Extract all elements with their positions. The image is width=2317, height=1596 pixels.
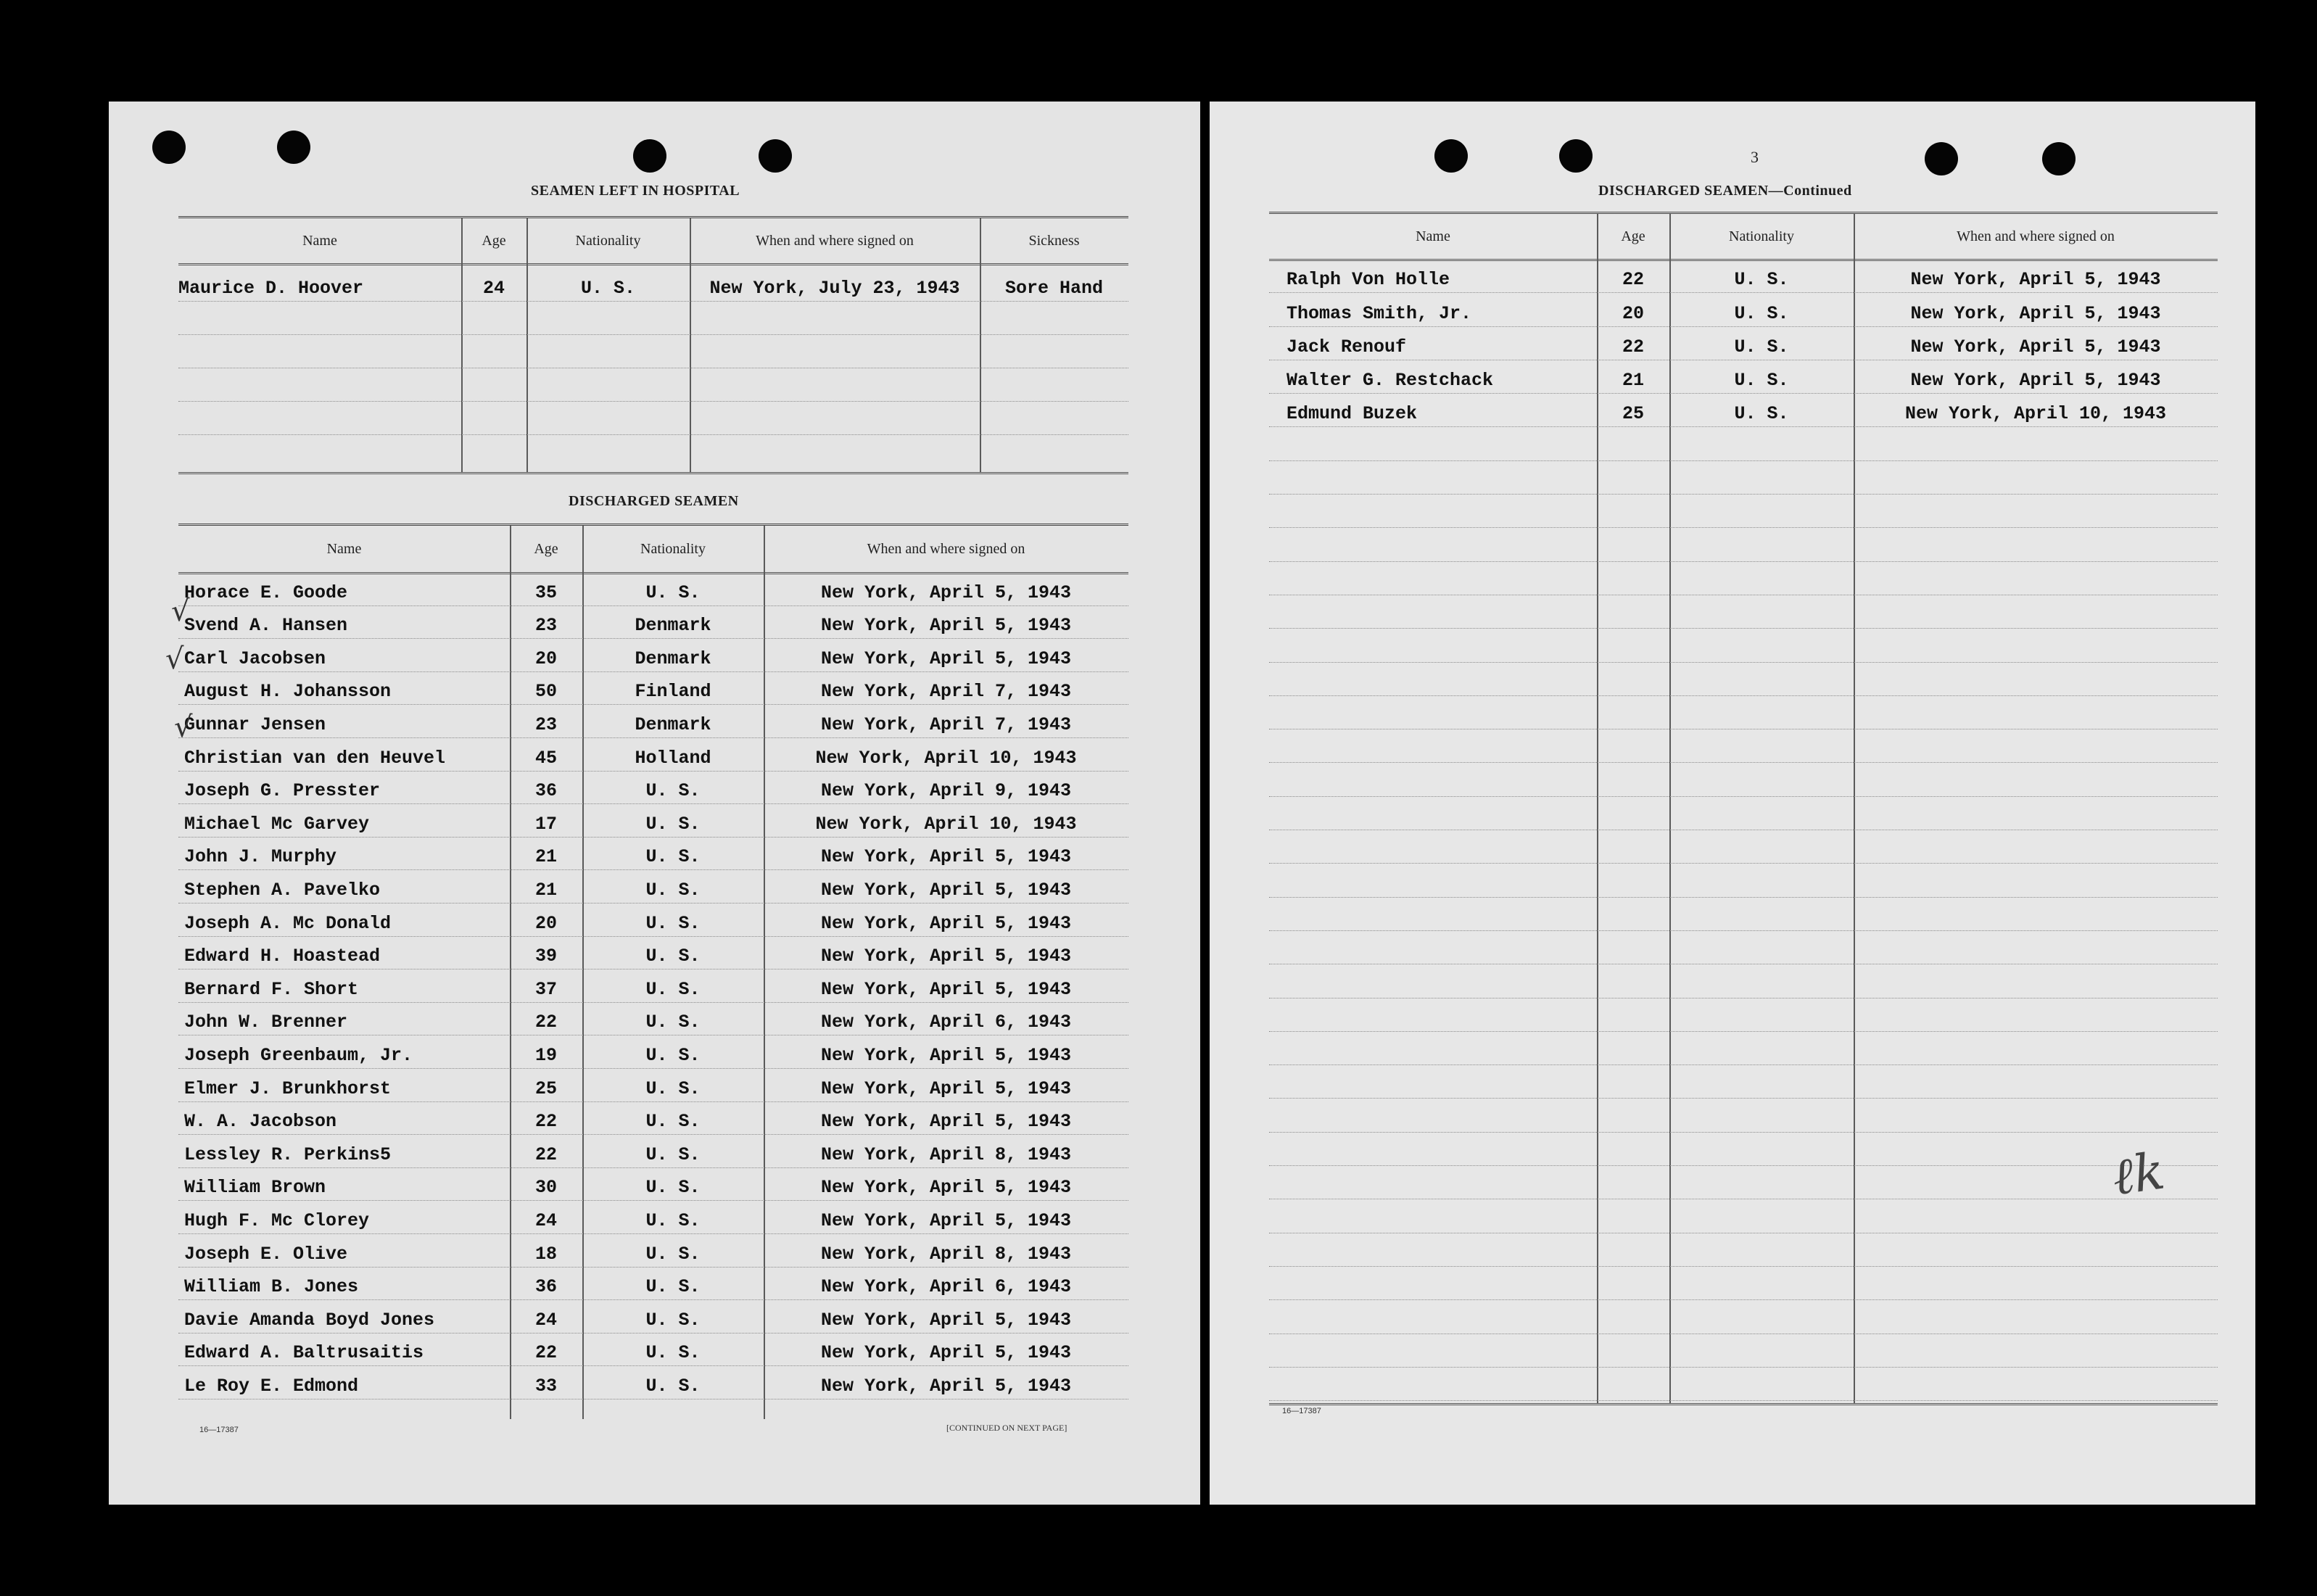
seaman-nationality: U. S. <box>645 946 701 967</box>
seaman-age: 22 <box>1622 269 1644 291</box>
header-name: Name <box>326 540 362 557</box>
empty-row <box>1269 998 2218 1032</box>
seaman-age: 17 <box>534 813 557 835</box>
seaman-nationality: U. S. <box>1734 336 1789 357</box>
table-row <box>178 1068 1128 1102</box>
seaman-age: 23 <box>534 615 557 637</box>
seaman-signed-on: New York, April 5, 1943 <box>820 1111 1072 1133</box>
seaman-nationality: U. S. <box>645 1243 701 1265</box>
empty-row <box>1269 1099 2218 1133</box>
seaman-nationality: U. S. <box>580 278 635 299</box>
handwritten-initials: ℓk <box>2108 1141 2168 1207</box>
table-row <box>178 263 1128 302</box>
seaman-name: Maurice D. Hoover <box>178 278 364 299</box>
seaman-nationality: Denmark <box>635 714 711 735</box>
punch-hole <box>633 139 666 173</box>
seaman-name: Davie Amanda Boyd Jones <box>184 1309 435 1331</box>
seaman-name: Edward H. Hoastead <box>184 946 381 967</box>
table-row <box>178 1002 1128 1036</box>
empty-row <box>1269 897 2218 931</box>
empty-row <box>1269 460 2218 495</box>
header-sickness: Sickness <box>1028 232 1080 249</box>
seaman-signed-on: New York, April 5, 1943 <box>1910 336 2161 357</box>
header-nationality: Nationality <box>575 232 641 249</box>
seaman-signed-on: New York, April 5, 1943 <box>1910 302 2161 324</box>
punch-hole <box>1434 139 1468 173</box>
seaman-age: 22 <box>534 1144 557 1165</box>
seaman-nationality: U. S. <box>645 912 701 934</box>
table-row <box>178 1167 1128 1202</box>
seaman-age: 24 <box>482 278 505 299</box>
table-row <box>178 771 1128 805</box>
empty-row <box>1269 1299 2218 1334</box>
empty-row <box>178 368 1128 402</box>
table-row <box>178 737 1128 772</box>
seaman-age: 20 <box>534 648 557 669</box>
seaman-signed-on: New York, April 5, 1943 <box>820 1078 1072 1099</box>
empty-row <box>1269 1165 2218 1199</box>
seaman-sickness: Sore Hand <box>1004 278 1104 299</box>
header-signed-on: When and where signed on <box>867 540 1025 557</box>
seaman-signed-on: New York, April 10, 1943 <box>815 813 1077 835</box>
left-page <box>109 102 1200 1505</box>
seaman-signed-on: New York, April 5, 1943 <box>820 582 1072 603</box>
seaman-age: 33 <box>534 1375 557 1397</box>
table-row <box>178 1101 1128 1136</box>
continued-table-header <box>1269 214 2218 261</box>
table-row <box>178 1134 1128 1168</box>
seaman-signed-on: New York, April 5, 1943 <box>820 978 1072 1000</box>
seaman-age: 22 <box>534 1111 557 1133</box>
table-row <box>178 969 1128 1003</box>
seaman-name: Jack Renouf <box>1286 336 1407 357</box>
seaman-age: 50 <box>534 681 557 703</box>
seaman-name: Stephen A. Pavelko <box>184 879 381 901</box>
seaman-age: 20 <box>1622 302 1644 324</box>
seaman-signed-on: New York, April 5, 1943 <box>820 879 1072 901</box>
seaman-name: August H. Johansson <box>184 681 392 703</box>
table-row <box>178 572 1128 606</box>
seaman-nationality: U. S. <box>1734 302 1789 324</box>
seaman-signed-on: New York, July 23, 1943 <box>709 278 960 299</box>
seaman-nationality: U. S. <box>1734 403 1789 425</box>
seaman-name: John W. Brenner <box>184 1012 348 1033</box>
seaman-name: Joseph G. Presster <box>184 780 381 802</box>
seaman-name: Walter G. Restchack <box>1286 370 1494 392</box>
table-row <box>178 605 1128 640</box>
seaman-nationality: Denmark <box>635 648 711 669</box>
discharged-section-title: DISCHARGED SEAMEN <box>569 493 739 509</box>
punch-hole <box>152 131 186 164</box>
discharged-table <box>178 524 1128 1419</box>
seaman-nationality: U. S. <box>645 1210 701 1231</box>
seaman-age: 39 <box>534 946 557 967</box>
header-name: Name <box>302 232 337 249</box>
seaman-nationality: U. S. <box>645 780 701 802</box>
hospital-section-title: SEAMEN LEFT IN HOSPITAL <box>531 183 740 199</box>
form-number: 16—17387 <box>199 1426 239 1434</box>
empty-row <box>1269 1031 2218 1065</box>
header-nationality: Nationality <box>1729 228 1794 244</box>
seaman-name: William Brown <box>184 1177 326 1199</box>
seaman-signed-on: New York, April 10, 1943 <box>1904 403 2167 425</box>
header-age: Age <box>1621 228 1645 244</box>
continued-section-title: DISCHARGED SEAMEN—Continued <box>1598 183 1852 199</box>
table-row <box>178 1200 1128 1234</box>
table-row <box>1269 326 2218 360</box>
table-row <box>1269 292 2218 326</box>
punch-hole <box>277 131 310 164</box>
seaman-nationality: U. S. <box>645 1044 701 1066</box>
seaman-age: 36 <box>534 1276 557 1298</box>
check-mark: √ <box>171 595 190 628</box>
seaman-signed-on: New York, April 8, 1943 <box>820 1243 1072 1265</box>
seaman-name: Edmund Buzek <box>1286 403 1418 425</box>
seaman-signed-on: New York, April 8, 1943 <box>820 1144 1072 1165</box>
seaman-age: 20 <box>534 912 557 934</box>
seaman-age: 23 <box>534 714 557 735</box>
seaman-signed-on: New York, April 5, 1943 <box>820 1177 1072 1199</box>
seaman-name: Joseph A. Mc Donald <box>184 912 392 934</box>
seaman-age: 18 <box>534 1243 557 1265</box>
punch-hole <box>2042 142 2076 175</box>
seaman-age: 24 <box>534 1210 557 1231</box>
seaman-nationality: U. S. <box>645 1144 701 1165</box>
seaman-nationality: Denmark <box>635 615 711 637</box>
table-row <box>1269 259 2218 293</box>
seaman-signed-on: New York, April 7, 1943 <box>820 714 1072 735</box>
empty-row <box>1269 1064 2218 1099</box>
table-row <box>178 704 1128 738</box>
table-row <box>178 1267 1128 1301</box>
table-row <box>178 1299 1128 1334</box>
seaman-age: 24 <box>534 1309 557 1331</box>
seaman-nationality: U. S. <box>645 1012 701 1033</box>
check-mark: √ <box>165 642 184 676</box>
empty-row <box>1269 662 2218 696</box>
empty-row <box>178 301 1128 335</box>
seaman-name: Christian van den Heuvel <box>184 747 446 769</box>
empty-row <box>1269 863 2218 897</box>
seaman-age: 45 <box>534 747 557 769</box>
page-number: 3 <box>1751 148 1759 166</box>
header-signed-on: When and where signed on <box>756 232 914 249</box>
seaman-age: 22 <box>1622 336 1644 357</box>
seaman-nationality: U. S. <box>645 1177 701 1199</box>
table-row <box>1269 360 2218 394</box>
header-age: Age <box>534 540 558 557</box>
seaman-name: Lessley R. Perkins5 <box>184 1144 392 1165</box>
table-row <box>178 803 1128 838</box>
seaman-signed-on: New York, April 5, 1943 <box>820 946 1072 967</box>
seaman-signed-on: New York, April 5, 1943 <box>820 1044 1072 1066</box>
seaman-nationality: U. S. <box>645 879 701 901</box>
seaman-name: Michael Mc Garvey <box>184 813 370 835</box>
empty-row <box>1269 930 2218 964</box>
seaman-age: 22 <box>534 1342 557 1364</box>
seaman-age: 21 <box>534 846 557 868</box>
seaman-age: 25 <box>534 1078 557 1099</box>
punch-hole <box>1559 139 1593 173</box>
table-row <box>178 1333 1128 1367</box>
empty-row <box>1269 1233 2218 1267</box>
seaman-signed-on: New York, April 5, 1943 <box>820 1309 1072 1331</box>
seaman-signed-on: New York, April 5, 1943 <box>820 1210 1072 1231</box>
empty-row <box>1269 964 2218 998</box>
seaman-name: Horace E. Goode <box>184 582 348 603</box>
header-age: Age <box>482 232 506 249</box>
continued-table <box>1269 212 2218 1405</box>
right-page <box>1210 102 2255 1505</box>
seaman-nationality: U. S. <box>645 1276 701 1298</box>
table-row <box>178 837 1128 871</box>
seaman-nationality: U. S. <box>645 1111 701 1133</box>
seaman-signed-on: New York, April 5, 1943 <box>820 648 1072 669</box>
empty-row <box>1269 695 2218 729</box>
hospital-table <box>178 216 1128 474</box>
seaman-name: John J. Murphy <box>184 846 337 868</box>
empty-row <box>178 334 1128 368</box>
empty-row <box>1269 628 2218 662</box>
seaman-signed-on: New York, April 5, 1943 <box>820 1342 1072 1364</box>
seaman-nationality: U. S. <box>645 846 701 868</box>
table-row <box>178 869 1128 904</box>
empty-row <box>1269 763 2218 797</box>
empty-row <box>1269 561 2218 595</box>
seaman-nationality: U. S. <box>645 582 701 603</box>
check-mark: √ <box>174 711 193 744</box>
seaman-name: Elmer J. Brunkhorst <box>184 1078 392 1099</box>
seaman-nationality: U. S. <box>645 1342 701 1364</box>
empty-row <box>1269 1266 2218 1300</box>
seaman-signed-on: New York, April 5, 1943 <box>820 912 1072 934</box>
empty-row <box>1269 830 2218 864</box>
continued-note: [CONTINUED ON NEXT PAGE] <box>946 1423 1067 1433</box>
empty-row <box>1269 494 2218 528</box>
seaman-age: 35 <box>534 582 557 603</box>
seaman-name: W. A. Jacobson <box>184 1111 337 1133</box>
seaman-signed-on: New York, April 5, 1943 <box>1910 370 2161 392</box>
empty-row <box>178 401 1128 435</box>
empty-row <box>1269 427 2218 461</box>
seaman-nationality: U. S. <box>645 978 701 1000</box>
seaman-nationality: Finland <box>635 681 711 703</box>
seaman-name: Joseph Greenbaum, Jr. <box>184 1044 413 1066</box>
seaman-signed-on: New York, April 10, 1943 <box>815 747 1077 769</box>
empty-row <box>1269 1199 2218 1233</box>
seaman-nationality: U. S. <box>645 1309 701 1331</box>
empty-row <box>1269 1132 2218 1166</box>
seaman-age: 25 <box>1622 403 1644 425</box>
seaman-nationality: U. S. <box>1734 370 1789 392</box>
table-row <box>178 671 1128 706</box>
seaman-age: 19 <box>534 1044 557 1066</box>
empty-row <box>1269 595 2218 629</box>
seaman-nationality: U. S. <box>645 1375 701 1397</box>
table-row <box>178 1365 1128 1399</box>
seaman-age: 30 <box>534 1177 557 1199</box>
hospital-table-header <box>178 218 1128 265</box>
table-row <box>1269 393 2218 427</box>
empty-row <box>1269 729 2218 763</box>
seaman-name: Le Roy E. Edmond <box>184 1375 359 1397</box>
empty-row <box>1269 1367 2218 1401</box>
punch-hole <box>1925 142 1958 175</box>
empty-row <box>1269 527 2218 561</box>
seaman-signed-on: New York, April 5, 1943 <box>820 1375 1072 1397</box>
seaman-name: Bernard F. Short <box>184 978 359 1000</box>
seaman-signed-on: New York, April 9, 1943 <box>820 780 1072 802</box>
seaman-age: 21 <box>534 879 557 901</box>
seaman-nationality: U. S. <box>645 813 701 835</box>
seaman-nationality: Holland <box>635 747 711 769</box>
form-number: 16—17387 <box>1282 1407 1321 1415</box>
header-nationality: Nationality <box>640 540 706 557</box>
seaman-name: Edward A. Baltrusaitis <box>184 1342 424 1364</box>
seaman-nationality: U. S. <box>645 1078 701 1099</box>
seaman-name: Carl Jacobsen <box>184 648 326 669</box>
table-row <box>178 1233 1128 1268</box>
seaman-signed-on: New York, April 5, 1943 <box>1910 269 2161 291</box>
seaman-signed-on: New York, April 5, 1943 <box>820 615 1072 637</box>
seaman-age: 37 <box>534 978 557 1000</box>
seaman-age: 21 <box>1622 370 1644 392</box>
discharged-table-header <box>178 526 1128 574</box>
seaman-signed-on: New York, April 5, 1943 <box>820 846 1072 868</box>
seaman-signed-on: New York, April 6, 1943 <box>820 1276 1072 1298</box>
seaman-age: 22 <box>534 1012 557 1033</box>
header-name: Name <box>1416 228 1450 244</box>
table-row <box>178 1035 1128 1069</box>
seaman-name: Ralph Von Holle <box>1286 269 1450 291</box>
punch-hole <box>759 139 792 173</box>
empty-row <box>1269 796 2218 830</box>
seaman-age: 36 <box>534 780 557 802</box>
empty-row <box>1269 1334 2218 1368</box>
seaman-name: Gunnar Jensen <box>184 714 326 735</box>
table-row <box>178 903 1128 937</box>
seaman-name: Joseph E. Olive <box>184 1243 348 1265</box>
table-row <box>178 638 1128 672</box>
seaman-name: William B. Jones <box>184 1276 359 1298</box>
seaman-name: Svend A. Hansen <box>184 615 348 637</box>
seaman-nationality: U. S. <box>1734 269 1789 291</box>
seaman-name: Hugh F. Mc Clorey <box>184 1210 370 1231</box>
seaman-signed-on: New York, April 7, 1943 <box>820 681 1072 703</box>
header-signed-on: When and where signed on <box>1957 228 2115 244</box>
seaman-signed-on: New York, April 6, 1943 <box>820 1012 1072 1033</box>
seaman-name: Thomas Smith, Jr. <box>1286 302 1472 324</box>
table-row <box>178 936 1128 970</box>
